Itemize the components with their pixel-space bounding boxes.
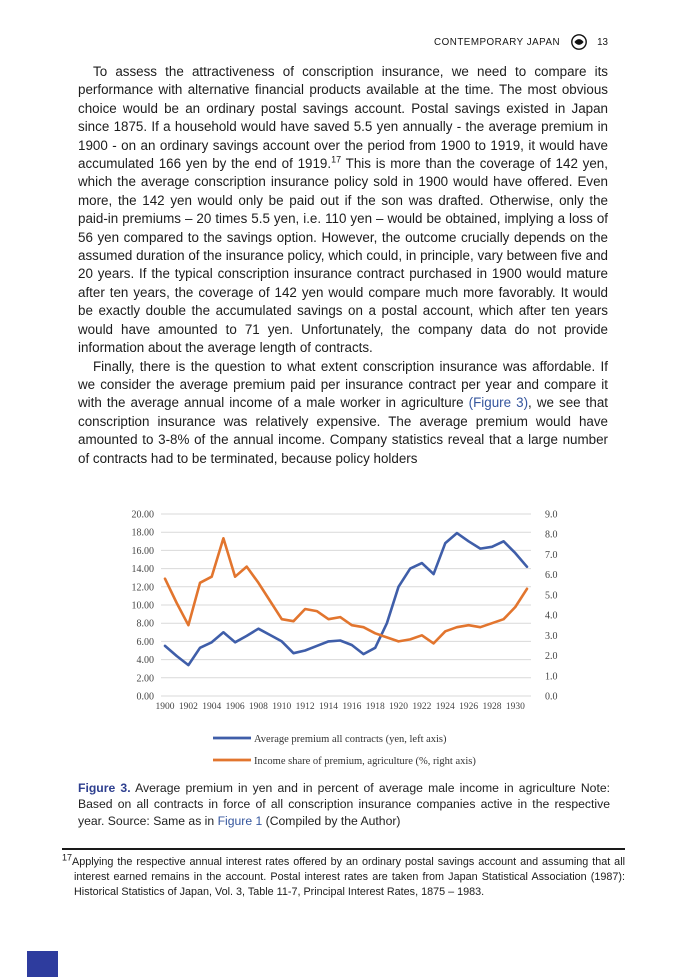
paragraph-2-text-b: , we see that conscription insurance was relatively expensive. The average premium would have amounted to 3-8% of the annual income. Company statistics reveal that a large number of contracts had to be terminated, because policy holders [78, 395, 608, 466]
left-axis-tick-label: 20.00 [131, 509, 154, 521]
paragraph-1-text-a: To assess the attractiveness of conscription insurance, we need to compare its performance with alternative financial products available at the time. The most obvious choice would be an ordinary postal savings account. Postal savings existed in Japan since 1875. If a household would have saved 5.5 yen annually - the average premium in 1900 - on an ordinary savings account over the period from 1900 to 1919, it would have accumulated 166 yen by the end of 1919. [78, 64, 608, 172]
left-axis-tick-label: 4.00 [136, 655, 154, 667]
x-axis-tick-label: 1912 [295, 702, 315, 712]
left-axis-tick-label: 18.00 [131, 527, 154, 539]
left-axis-tick-label: 10.00 [131, 600, 154, 612]
figure-3-caption-text: Average premium in yen and in percent of average male income in agriculture Note: Based on all contracts in force of all conscription insurance companies active in the respective year. Source: Same as in [78, 781, 610, 828]
x-axis-tick-label: 1900 [155, 702, 175, 712]
figure-3-chart-canvas [108, 500, 568, 772]
footnote-17-text: Applying the respective annual interest rates offered by an ordinary postal savings account and assuming that all interest earned remains in the account. Postal interest rates are taken from Japan Statistical Association (1987): Historical Statistics of Japan, Vol. 3, Table 11-7, Principal Interest Rates, 1875 – 1983. [72, 856, 625, 898]
x-axis-tick-label: 1904 [202, 702, 222, 712]
right-axis-tick-label: 6.0 [545, 570, 558, 582]
right-axis-tick-label: 7.0 [545, 549, 558, 561]
right-axis-tick-label: 3.0 [545, 630, 558, 642]
paragraph-2-text-a: Finally, there is the question to what extent conscription insurance was affordable. If we consider the average premium paid per insurance contract per year and compare it with the average annual income of a male worker in agriculture [78, 358, 608, 411]
figure-3-caption-tail: (Compiled by the Author) [262, 813, 401, 828]
x-axis-tick-label: 1910 [272, 702, 292, 712]
left-axis-tick-label: 12.00 [131, 582, 154, 594]
footnote-17-number: 17 [62, 852, 73, 863]
x-axis-tick-label: 1922 [412, 702, 432, 712]
right-axis-tick-label: 5.0 [545, 590, 558, 602]
footnote-section [62, 848, 625, 899]
figure-1-reference-link[interactable]: Figure 1 [217, 813, 263, 828]
paragraph-2 [78, 358, 608, 468]
x-axis-tick-label: 1902 [178, 702, 198, 712]
paragraph-1 [78, 63, 608, 358]
figure-3-reference-link[interactable]: (Figure 3) [468, 395, 529, 411]
right-axis-tick-label: 0.0 [545, 691, 558, 703]
bottom-left-blue-box [27, 951, 58, 977]
right-axis-tick-label: 9.0 [545, 509, 558, 521]
publisher-logo-icon [570, 33, 588, 51]
journal-title: CONTEMPORARY JAPAN [434, 36, 561, 48]
left-axis-tick-label: 16.00 [131, 545, 154, 557]
x-axis-tick-label: 1928 [482, 702, 502, 712]
x-axis-tick-label: 1906 [225, 702, 245, 712]
x-axis-tick-label: 1918 [365, 702, 385, 712]
right-axis-tick-label: 8.0 [545, 529, 558, 541]
footnote-17-marker[interactable]: 17 [331, 154, 342, 165]
legend-label-0: Average premium all contracts (yen, left axis) [254, 733, 447, 745]
left-axis-tick-label: 0.00 [136, 691, 154, 703]
x-axis-tick-label: 1926 [459, 702, 479, 712]
x-axis-tick-label: 1924 [435, 702, 455, 712]
footnote-17 [62, 852, 625, 899]
paragraph-1-text-b: This is more than the coverage of 142 yen, which the average conscription insurance policy sold in 1900 would have offered. Even more, the 142 yen would only be paid out if the son was drafted. Otherwise, only the paid-in premiums – 20 times 5.5 yen, i.e. 110 yen – would be obtained, implying a loss of 56 yen compared to the savings option. However, the outcome crucially depends on the assumed duration of the insurance policy, which could, in principle, vary between five and 20 years. If the typical conscription insurance contract purchased in 1900 would mature after ten years, the coverage of 142 yen would compare much more favorably. It would be exactly double the accumulated savings on a postal account, which after ten years would have amounted to 71 yen. Unfortunately, the company data do not provide information about the average length of contracts. [78, 156, 608, 356]
series-line-1 [165, 538, 527, 643]
left-axis-tick-label: 2.00 [136, 673, 154, 685]
right-axis-tick-label: 2.0 [545, 651, 558, 663]
right-axis-tick-label: 4.0 [545, 610, 558, 622]
figure-3-caption-label: Figure 3. [78, 781, 131, 795]
left-axis-tick-label: 14.00 [131, 564, 154, 576]
figure-3-chart [108, 500, 568, 772]
page-header [434, 33, 608, 51]
left-axis-tick-label: 6.00 [136, 636, 154, 648]
right-axis-tick-label: 1.0 [545, 671, 558, 683]
page-number: 13 [597, 36, 608, 48]
figure-3-caption [78, 780, 610, 829]
legend-label-1: Income share of premium, agriculture (%, right axis) [254, 755, 476, 767]
x-axis-tick-label: 1914 [318, 702, 338, 712]
article-body [78, 63, 608, 468]
x-axis-tick-label: 1916 [342, 702, 362, 712]
left-axis-tick-label: 8.00 [136, 618, 154, 630]
x-axis-tick-label: 1930 [505, 702, 525, 712]
x-axis-tick-label: 1908 [248, 702, 268, 712]
x-axis-tick-label: 1920 [389, 702, 409, 712]
